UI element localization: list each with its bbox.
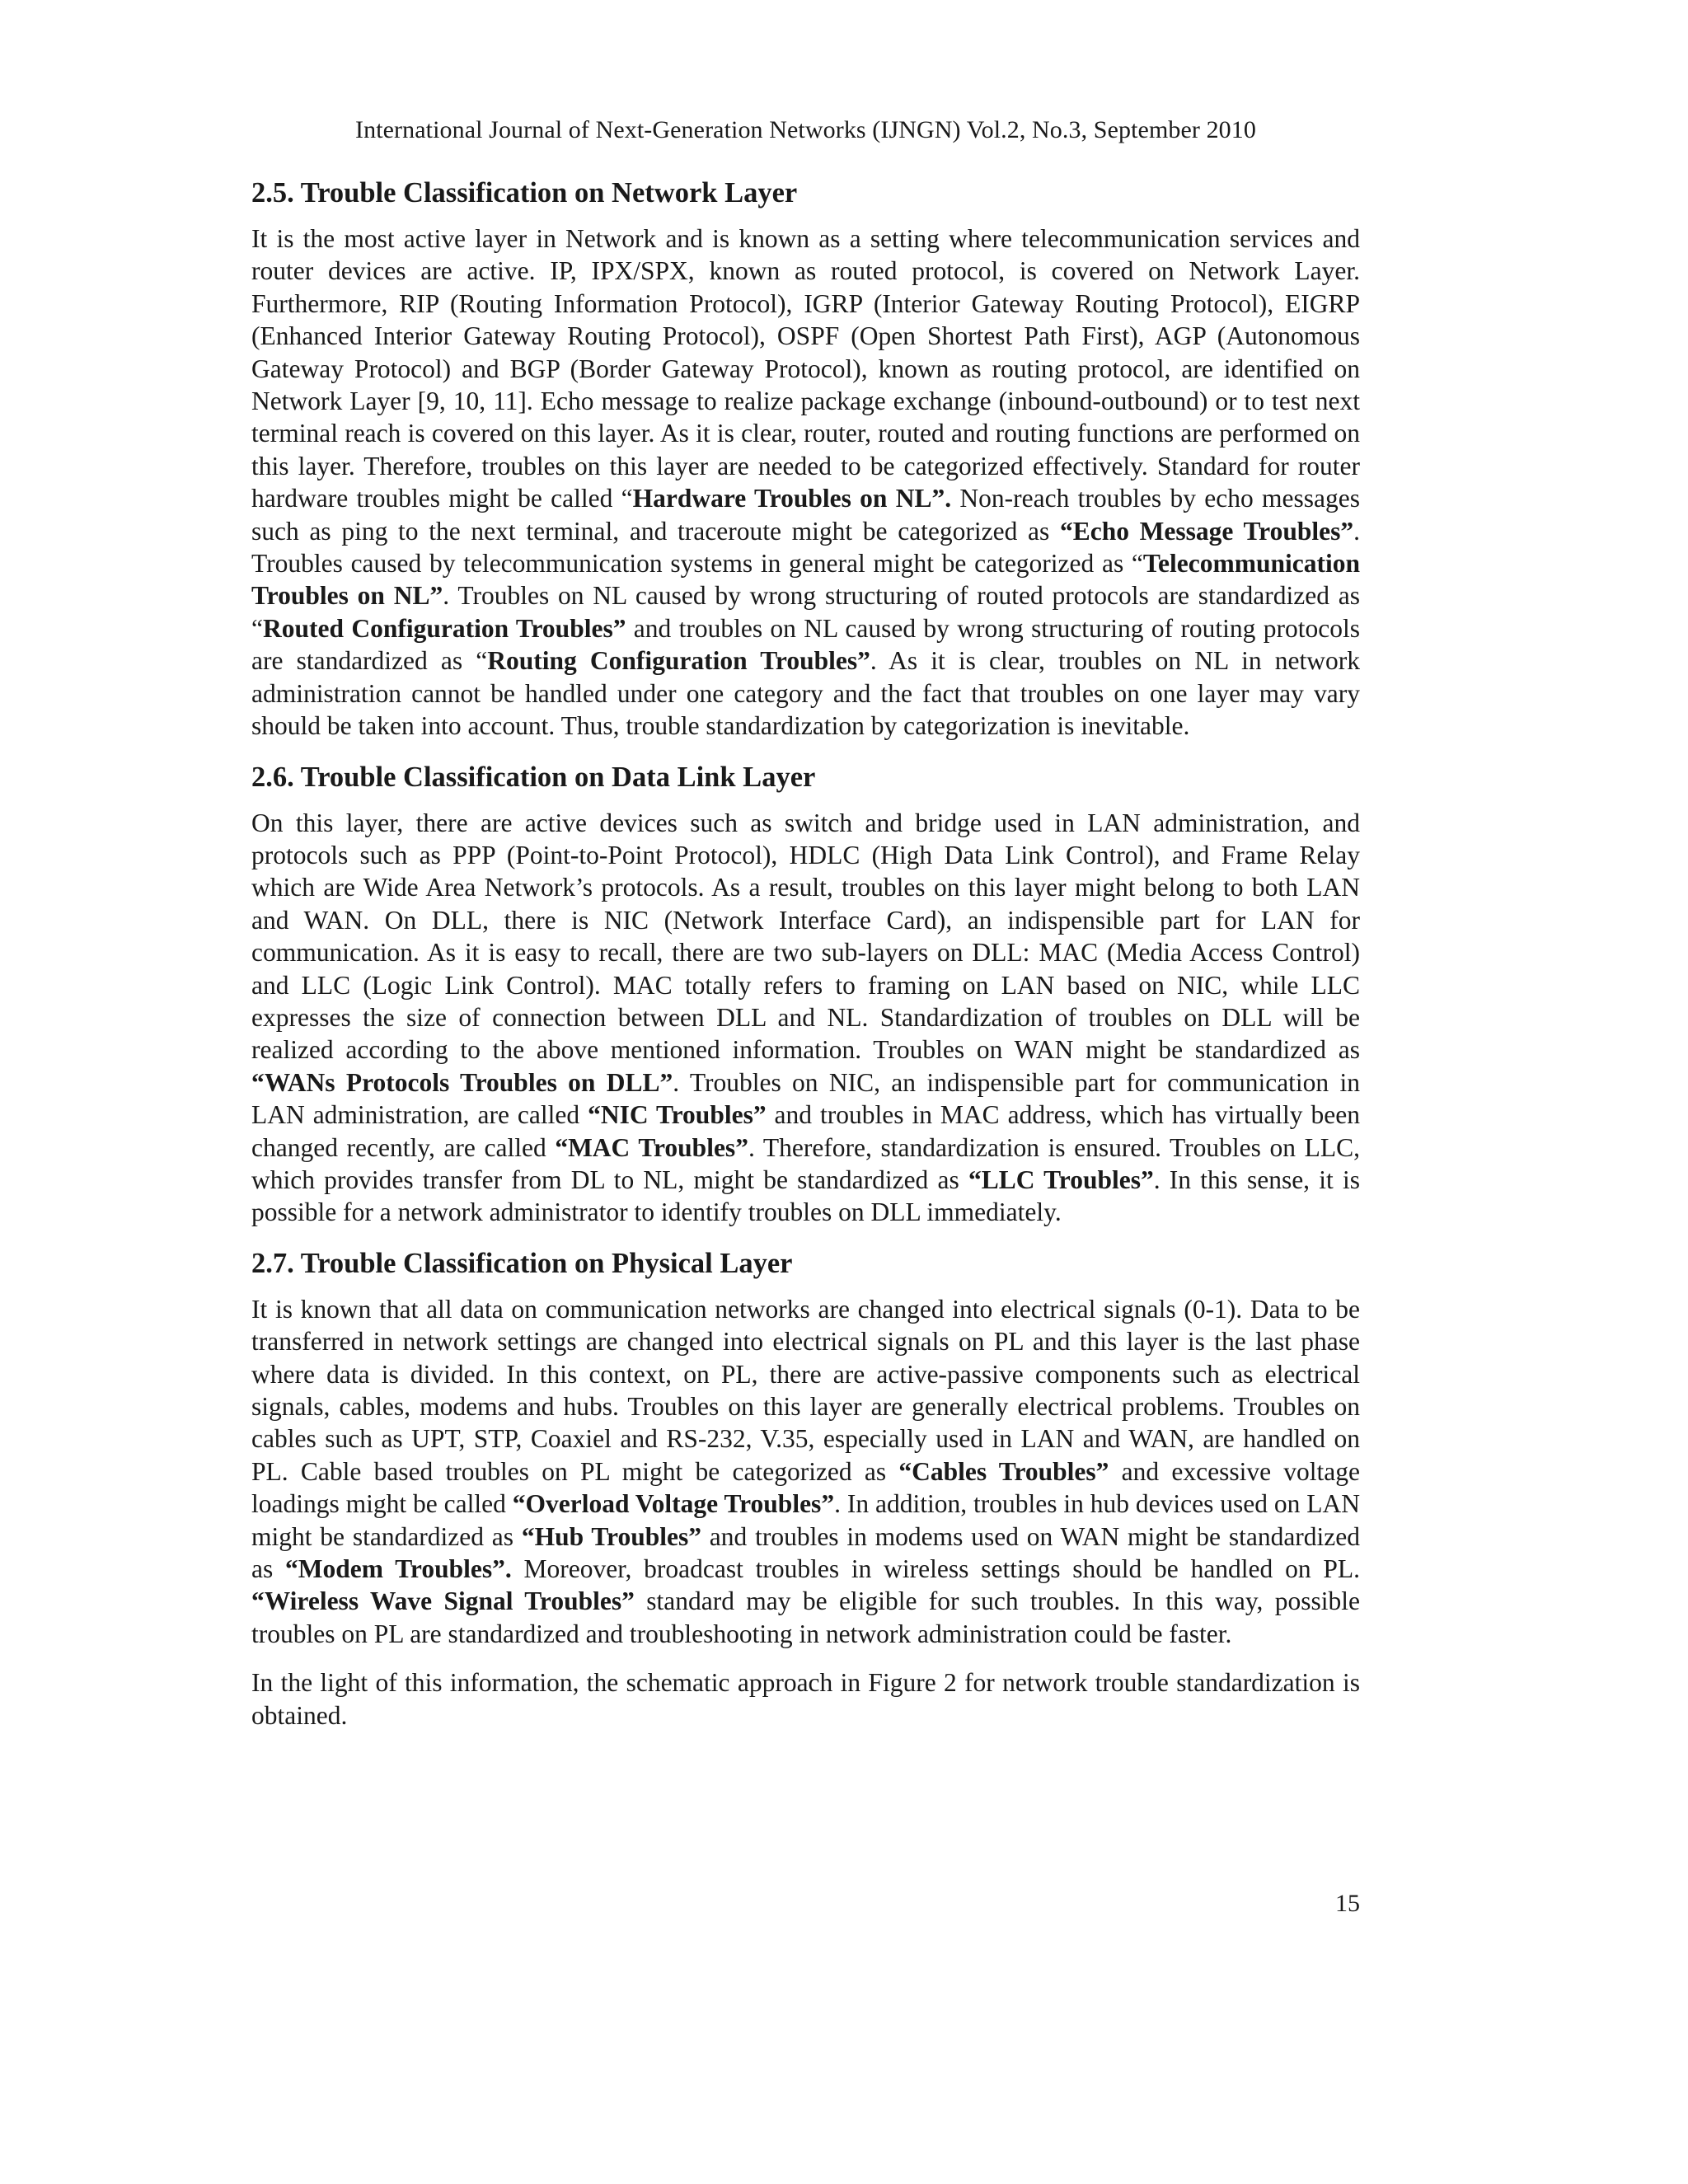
bold-term: “Echo Message Troubles” [1059,516,1354,546]
paragraph: It is the most active layer in Network and is known as a setting where telecommunication services and router devices are active. IP, IPX/SPX, known as routed protocol, is covered on Network Layer. Furthermore, RIP (Routing Information Protocol), IGRP (Interior Gateway Routing Protocol), EIGRP (Enhanced Interior Gateway Routing Protocol), OSPF (Open Shortest Path First), AGP (Autonomous Gateway Protocol) and BGP (Border Gateway Protocol), known as routing protocol, are identified on Network Layer [9, 10, 11]. Echo message to realize package exchange (inbound-outbound) or to test next terminal reach is covered on this layer. As it is clear, router, routed and routing functions are performed on this layer. Therefore, troubles on this layer are needed to be categorized effectively. Standard for router hardware troubles might be called “Hardware Troubles on NL”. Non-reach troubles by echo messages such as ping to the next terminal, and traceroute might be categorized as “Echo Message Troubles”. Troubles caused by telecommunication systems in general might be categorized as “Telecommunication Troubles on NL”. Troubles on NL caused by wrong structuring of routed protocols are standardized as “Routed Configuration Troubles” and troubles on NL caused by wrong structuring of routing protocols are standardized as “Routing Configuration Troubles”. As it is clear, troubles on NL in network administration cannot be handled under one category and the fact that troubles on one layer may vary should be taken into account. Thus, trouble standardization by categorization is inevitable. [251,224,1361,741]
bold-term: Routing Configuration Troubles” [487,646,870,676]
bold-term: “Overload Voltage Troubles” [512,1489,835,1519]
paragraph: On this layer, there are active devices such as switch and bridge used in LAN administration, and protocols such as PPP (Point-to-Point Protocol), HDLC (High Data Link Control), and Frame Relay which are Wide Area Network’s protocols. As a result, troubles on this layer might belong to both LAN and WAN. On DLL, there is NIC (Network Interface Card), an indispensible part for LAN for communication. As it is easy to recall, there are two sub-layers on DLL: MAC (Media Access Control) and LLC (Logic Link Control). MAC totally refers to framing on LAN based on NIC, while LLC expresses the size of connection between DLL and NL. Standardization of troubles on DLL will be realized according to the above mentioned information. Troubles on WAN might be standardized as “WANs Protocols Troubles on DLL”. Troubles on NIC, an indispensible part for communication in LAN administration, are called “NIC Troubles” and troubles in MAC address, which has virtually been changed recently, are called “MAC Troubles”. Therefore, standardization is ensured. Troubles on LLC, which provides transfer from DL to NL, might be standardized as “LLC Troubles”. In this sense, it is possible for a network administrator to identify troubles on DLL immediately. [251,808,1361,1227]
paragraph: In the light of this information, the schematic approach in Figure 2 for network trouble standardization is obtained. [251,1668,1360,1730]
bold-term: “Cables Troubles” [898,1456,1109,1486]
section-physical-layer [251,1245,1360,1732]
bold-term: “NIC Troubles” [588,1100,767,1130]
document-page [251,0,1360,2184]
bold-term: Hardware Troubles on NL”. [632,484,952,513]
paragraph: It is known that all data on communication networks are changed into electrical signals (0-1). Data to be transferred in network settings are changed into electrical signals on PL and this layer is the last phase where data is divided. In this context, on PL, there are active-passive components such as electrical signals, cables, modems and hubs. Troubles on this layer are generally electrical problems. Troubles on cables such as UPT, STP, Coaxiel and RS-232, V.35, especially used in LAN and WAN, are handled on PL. Cable based troubles on PL might be categorized as “Cables Troubles” and excessive voltage loadings might be called “Overload Voltage Troubles”. In addition, troubles in hub devices used on LAN might be standardized as “Hub Troubles” and troubles in modems used on WAN might be standardized as “Modem Troubles”. Moreover, broadcast troubles in wireless settings should be handled on PL. “Wireless Wave Signal Troubles” standard may be eligible for such troubles. In this way, possible troubles on PL are standardized and troubleshooting in network administration could be faster. [251,1294,1361,1648]
running-header: International Journal of Next-Generation Networks (IJNGN) Vol.2, No.3, September 2010 [355,116,1256,143]
bold-term: “Modem Troubles”. [285,1554,512,1584]
section-data-link-layer [251,759,1360,1229]
page-number: 15 [1335,1890,1360,1917]
bold-term: “WANs Protocols Troubles on DLL” [251,1067,673,1097]
bold-term: Telecommunication Troubles on NL” [251,549,1360,611]
section-heading: 2.7. Trouble Classification on Physical Layer [251,1247,793,1279]
section-heading: 2.5. Trouble Classification on Network Layer [251,177,798,209]
article-body [251,175,1360,1748]
bold-term: “Hub Troubles” [521,1521,701,1551]
bold-term: “MAC Troubles” [555,1132,748,1162]
bold-term: “LLC Troubles” [968,1165,1154,1194]
section-network-layer [251,175,1360,743]
bold-term: “Wireless Wave Signal Troubles” [251,1586,635,1616]
section-heading: 2.6. Trouble Classification on Data Link Layer [251,761,816,793]
bold-term: Routed Configuration Troubles” [262,613,626,643]
